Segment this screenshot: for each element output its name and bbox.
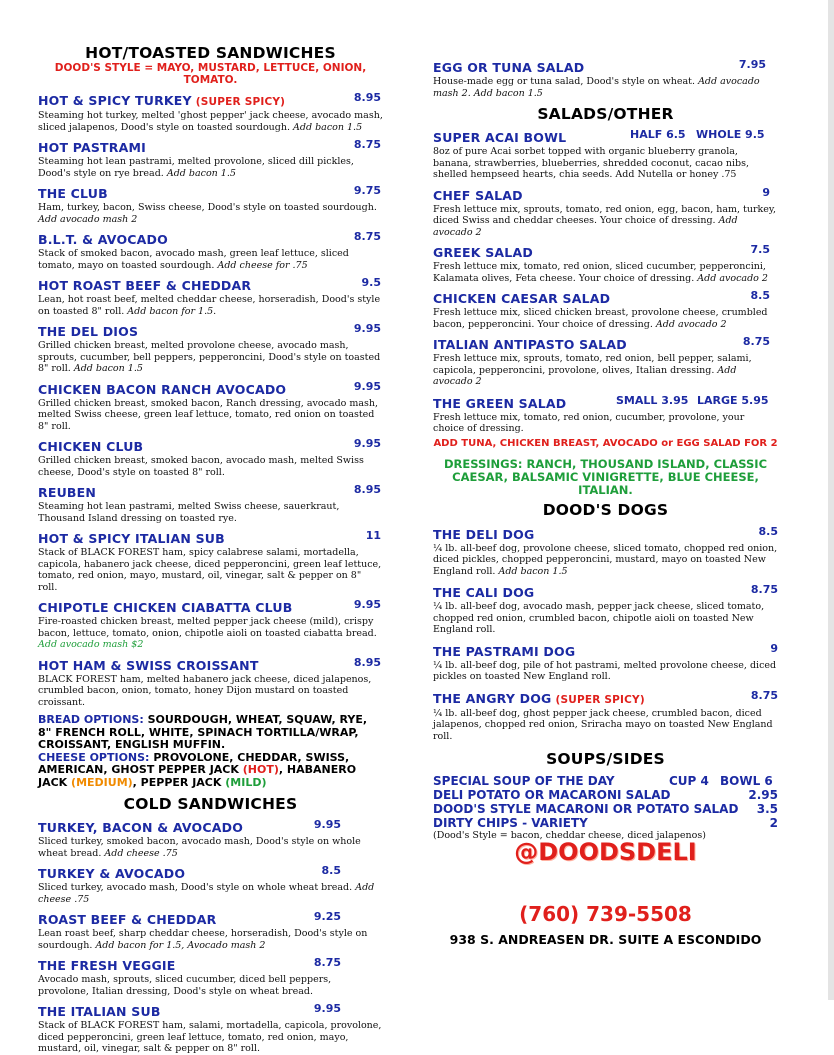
spicy-tag: (SUPER SPICY) — [555, 693, 645, 706]
menu-item — [38, 321, 383, 375]
item-price: 9.95 — [313, 1002, 341, 1015]
side-price: 2.95 — [748, 788, 778, 802]
item-price: 9 — [762, 185, 770, 199]
item-name: TURKEY, BACON & AVOCADO — [38, 820, 244, 835]
item-name: CHEF SALAD — [433, 187, 523, 203]
soups-sides-title: SOUPS/SIDES — [546, 750, 665, 768]
item-price: 9.95 — [353, 379, 381, 393]
item-description: Fresh lettuce mix, sprouts, tomato, red onion, egg, bacon, ham, turkey, diced Swiss and cheddar cheeses. Your choice of dressing. Add avocado 2 — [433, 203, 777, 238]
item-price: 8.5 — [321, 864, 341, 877]
salad-list — [433, 185, 778, 388]
address: 938 S. ANDREASEN DR. SUITE A ESCONDIDO — [449, 932, 762, 947]
half-price: HALF 6.5 — [630, 128, 686, 141]
bread-options — [38, 714, 383, 752]
dressings-list: DRESSINGS: RANCH, THOUSAND ISLAND, CLASSIC CAESAR, BALSAMIC VINIGRETTE, BLUE CHEESE, ITALIAN. — [443, 456, 768, 497]
item-description: Fresh lettuce mix, tomato, red onion, cucumber, provolone, your choice of dressing. — [433, 411, 745, 434]
item-description: ¼ lb. all-beef dog, provolone cheese, sliced tomato, chopped red onion, diced pickles, chopped pepperoncini, mustard, mayo on toasted New England roll. Add bacon 1.5 — [433, 542, 778, 577]
item-price: 8.75 — [313, 956, 341, 969]
item-price: 9.95 — [353, 322, 381, 335]
menu-item — [38, 597, 383, 651]
menu-item — [38, 482, 383, 524]
doods-style-side-note: (Dood's Style = bacon, cheddar cheese, diced jalapenos) — [433, 830, 706, 841]
bread-options-text: SOURDOUGH, WHEAT, SQUAW, RYE, 8" FRENCH ROLL, WHITE, SPINACH TORTILLA/WRAP, CROISSANT, ENGLISH MUFFIN. — [38, 713, 368, 751]
item-price: 9.75 — [353, 184, 381, 197]
item-description: Grilled chicken breast, melted provolone cheese, avocado mash, sprouts, cucumber, bell peppers, pepperoncini, Dood's style on toasted 8" roll. Add bacon 1.5 — [38, 340, 381, 374]
item-name: ROAST BEEF & CHEDDAR — [38, 912, 217, 927]
item-description: BLACK FOREST ham, melted habanero jack cheese, diced jalapenos, crumbled bacon, onion, tomato, honey Dijon mustard on toasted croissant. — [38, 673, 372, 708]
soup-name: SPECIAL SOUP OF THE DAY — [433, 774, 615, 788]
menu-item — [433, 524, 778, 578]
item-price: 8.95 — [353, 483, 381, 496]
menu-item — [38, 817, 383, 859]
menu-item — [38, 955, 383, 997]
item-description: Fire-roasted chicken breast, melted pepper jack cheese (mild), crispy bacon, lettuce, tomato, onion, chipotle aioli on toasted ciabatta bread. Add avocado mash $2 — [38, 616, 377, 650]
item-description: Fresh lettuce mix, sprouts, tomato, red onion, bell pepper, salami, capicola, pepperoncini, provolone, olives, Italian dressing. Add avocado 2 — [433, 353, 752, 387]
item-description: 8oz of pure Acai sorbet topped with organic blueberry granola, banana, strawberries, blueberries, shredded coconut, cacao nibs, shelled hempseed hearts, chia seeds. Add Nutella or honey .75 — [433, 146, 750, 180]
menu-item — [433, 582, 778, 636]
item-price: 7.95 — [738, 58, 766, 71]
item-name: THE ITALIAN SUB — [38, 1004, 161, 1019]
small-price: SMALL 3.95 — [616, 393, 689, 407]
bowl-price: BOWL 6 — [720, 774, 773, 788]
item-name: CHIPOTLE CHICKEN CIABATTA CLUB — [38, 600, 293, 615]
item-name: THE DELI DOG — [433, 526, 535, 542]
item-description: Stack of BLACK FOREST ham, salami, mortadella, capicola, provolone, diced pepperoncini, green leaf lettuce, tomato, red onion, mayo, mustard, oil, vinegar, salt & pepper on 8" roll. — [38, 1020, 382, 1054]
menu-item — [38, 183, 383, 225]
item-description: Fresh lettuce mix, sliced chicken breast, provolone cheese, crumbled bacon, pepperoncini. Your choice of dressing. Add avocado 2 — [433, 307, 768, 330]
menu-item — [433, 57, 778, 99]
item-name: HOT ROAST BEEF & CHEDDAR — [38, 278, 252, 293]
item-price: 9 — [770, 641, 778, 655]
cheese-options — [38, 752, 383, 790]
medium-tag: (MEDIUM) — [71, 775, 133, 789]
item-description: Stack of BLACK FOREST ham, spicy calabrese salami, mortadella, capicola, habanero jack cheese, diced pepperoncini, green leaf lettuce, tomato, red onion, mayo, mustard, oil, vinegar, salt & pepper on 8" roll. — [38, 547, 382, 593]
item-description: Ham, turkey, bacon, Swiss cheese, Dood's style on toasted sourdough. Add avocado mash 2 — [38, 202, 377, 225]
bread-options-label: BREAD OPTIONS: — [38, 713, 144, 726]
menu-item — [433, 288, 778, 330]
cheese-list-b: , HABANERO JACK — [38, 763, 357, 789]
menu-item — [38, 436, 383, 478]
item-name: THE ANGRY DOG (SUPER SPICY) — [433, 690, 645, 706]
side-item — [433, 802, 778, 816]
item-description: Grilled chicken breast, smoked bacon, Ranch dressing, avocado mash, melted Swiss cheese, green leaf lettuce, tomato, red onion on toasted 8" roll. — [38, 397, 379, 432]
item-name: HOT & SPICY TURKEY (SUPER SPICY) — [38, 93, 286, 108]
menu-item — [38, 1001, 383, 1055]
cold-sandwiches-title: COLD SANDWICHES — [123, 795, 298, 813]
cup-price: CUP 4 — [669, 774, 709, 788]
side-name: DIRTY CHIPS - VARIETY — [433, 816, 588, 830]
item-price: 8.75 — [742, 335, 770, 348]
item-description: Lean roast beef, sharp cheddar cheese, horseradish, Dood's style on sourdough. Add bacon for 1.5, Avocado mash 2 — [38, 928, 368, 951]
item-name: CHICKEN CAESAR SALAD — [433, 291, 611, 306]
spicy-tag: (SUPER SPICY) — [195, 96, 286, 108]
menu-item — [38, 137, 383, 179]
item-price: 9.95 — [353, 437, 381, 450]
item-name: THE GREEN SALAD — [433, 395, 567, 411]
item-price: 8.75 — [353, 230, 381, 243]
cheese-list-a: PROVOLONE, CHEDDAR, SWISS, AMERICAN, GHOST PEPPER JACK — [38, 750, 350, 776]
item-price: 8.75 — [750, 583, 778, 596]
menu-item — [38, 379, 383, 433]
item-name: THE FRESH VEGGIE — [38, 958, 176, 973]
item-price: 8.5 — [758, 524, 778, 538]
page-edge — [828, 0, 834, 1000]
cold-sandwich-list — [38, 817, 383, 1055]
dog-list — [433, 524, 778, 743]
hot-tag: (HOT) — [242, 763, 279, 776]
instagram-handle: @DOODSDELI — [514, 838, 697, 866]
item-price: 8.75 — [750, 688, 778, 702]
item-description: Sliced turkey, smoked bacon, avocado mash, Dood's style on whole wheat bread. Add cheese .75 — [38, 836, 361, 859]
menu-item — [38, 655, 383, 709]
menu-item — [38, 528, 383, 593]
menu-item — [38, 275, 383, 317]
item-name: REUBEN — [38, 485, 97, 500]
item-description: Fresh lettuce mix, tomato, red onion, sliced cucumber, pepperoncini, Kalamata olives, Feta cheese. Your choice of dressing. Add avocado 2 — [433, 261, 768, 284]
item-name: SUPER ACAI BOWL — [433, 130, 567, 145]
item-price: 7.5 — [750, 243, 770, 256]
item-price: 9.5 — [361, 276, 381, 289]
menu-item — [38, 90, 383, 133]
item-name: THE CLUB — [38, 186, 108, 201]
item-name: CHICKEN CLUB — [38, 439, 144, 454]
menu-item — [433, 127, 778, 181]
item-price: 9.95 — [353, 598, 381, 611]
item-name: THE DEL DIOS — [38, 324, 139, 339]
sides-list — [433, 788, 778, 830]
salad-addon-note: ADD TUNA, CHICKEN BREAST, AVOCADO or EGG SALAD FOR 2 — [433, 437, 778, 449]
item-name: HOT PASTRAMI — [38, 140, 146, 155]
item-name: THE CALI DOG — [433, 585, 535, 600]
side-name: DELI POTATO OR MACARONI SALAD — [433, 788, 671, 802]
item-name: B.L.T. & AVOCADO — [38, 232, 168, 247]
item-description: ¼ lb. all-beef dog, pile of hot pastrami, melted provolone cheese, diced pickles on toasted New England roll. — [433, 659, 777, 682]
item-name: ITALIAN ANTIPASTO SALAD — [433, 337, 627, 352]
item-description: ¼ lb. all-beef dog, avocado mash, pepper jack cheese, sliced tomato, chopped red onion, crumbled bacon, chipotle aioli on toasted New England roll. — [433, 601, 765, 635]
item-name: HOT & SPICY ITALIAN SUB — [38, 531, 225, 546]
salads-title: SALADS/OTHER — [537, 105, 674, 123]
item-description: Stack of smoked bacon, avocado mash, green leaf lettuce, sliced tomato, mayo on toasted sourdough. Add cheese for .75 — [38, 248, 349, 271]
item-name: THE PASTRAMI DOG — [433, 643, 576, 659]
menu-item — [433, 185, 778, 239]
item-price: 8.75 — [353, 138, 381, 151]
menu-item — [38, 229, 383, 271]
item-description: Steaming hot lean pastrami, melted Swiss cheese, sauerkraut, Thousand Island dressing on toasted rye. — [38, 501, 340, 524]
item-price: 9.25 — [313, 910, 341, 923]
soup-row — [433, 774, 778, 788]
menu-item — [38, 909, 383, 951]
left-column — [38, 0, 383, 1055]
item-price: 8.95 — [353, 91, 381, 104]
doods-style-note: DOOD'S STYLE = MAYO, MUSTARD, LETTUCE, ONION, TOMATO. — [54, 62, 367, 86]
item-name: EGG OR TUNA SALAD — [433, 60, 585, 75]
hot-sandwich-list — [38, 90, 383, 708]
doods-dogs-title: DOOD'S DOGS — [542, 500, 669, 519]
right-column — [433, 0, 778, 842]
item-description: Steaming hot turkey, melted 'ghost pepper' jack cheese, avocado mash, sliced jalapenos, Dood's style on toasted sourdough. Add bacon 1.5 — [38, 110, 383, 133]
menu-item — [38, 863, 383, 905]
menu-item — [433, 688, 778, 743]
side-price: 3.5 — [756, 802, 778, 816]
menu-item — [433, 242, 778, 284]
cheese-options-label: CHEESE OPTIONS: — [38, 750, 150, 764]
item-description: Avocado mash, sprouts, sliced cucumber, diced bell peppers, provolone, Italian dressing, Dood's style on wheat bread. — [38, 974, 332, 997]
item-price: 11 — [365, 529, 381, 542]
item-price: 8.5 — [750, 289, 770, 302]
item-name: TURKEY & AVOCADO — [38, 866, 186, 881]
side-name: DOOD'S STYLE MACARONI OR POTATO SALAD — [433, 802, 739, 816]
item-description: ¼ lb. all-beef dog, ghost pepper jack cheese, crumbled bacon, diced jalapenos, chopped red onion, Sriracha mayo on toasted New England roll. — [433, 707, 773, 742]
menu-item — [433, 393, 778, 435]
hot-sandwiches-title: HOT/TOASTED SANDWICHES — [85, 44, 336, 62]
item-price: 9.95 — [313, 818, 341, 831]
side-item — [433, 816, 778, 830]
side-item — [433, 788, 778, 802]
item-name: HOT HAM & SWISS CROISSANT — [38, 657, 259, 673]
phone-number: (760) 739-5508 — [519, 902, 692, 926]
item-price: 8.95 — [353, 655, 381, 669]
item-name: CHICKEN BACON RANCH AVOCADO — [38, 381, 287, 397]
side-price: 2 — [769, 816, 778, 830]
item-description: Steaming hot lean pastrami, melted provolone, sliced dill pickles, Dood's style on rye bread. Add bacon 1.5 — [38, 156, 354, 179]
large-price: LARGE 5.95 — [697, 393, 769, 407]
item-description: Lean, hot roast beef, melted cheddar cheese, horseradish, Dood's style on toasted 8" roll. Add bacon for 1.5. — [38, 294, 381, 317]
cheese-list-c: , PEPPER JACK — [132, 775, 222, 789]
mild-tag: (MILD) — [225, 775, 267, 789]
item-name: GREEK SALAD — [433, 245, 533, 260]
whole-price: WHOLE 9.5 — [696, 128, 765, 141]
item-description: Sliced turkey, avocado mash, Dood's style on whole wheat bread. Add cheese .75 — [38, 882, 375, 905]
menu-item — [433, 334, 778, 388]
menu-item — [433, 641, 778, 683]
item-description: House-made egg or tuna salad, Dood's style on wheat. Add avocado mash 2. Add bacon 1.5 — [433, 76, 760, 99]
item-description: Grilled chicken breast, smoked bacon, avocado mash, melted Swiss cheese, Dood's style on toasted 8" roll. — [38, 455, 364, 478]
